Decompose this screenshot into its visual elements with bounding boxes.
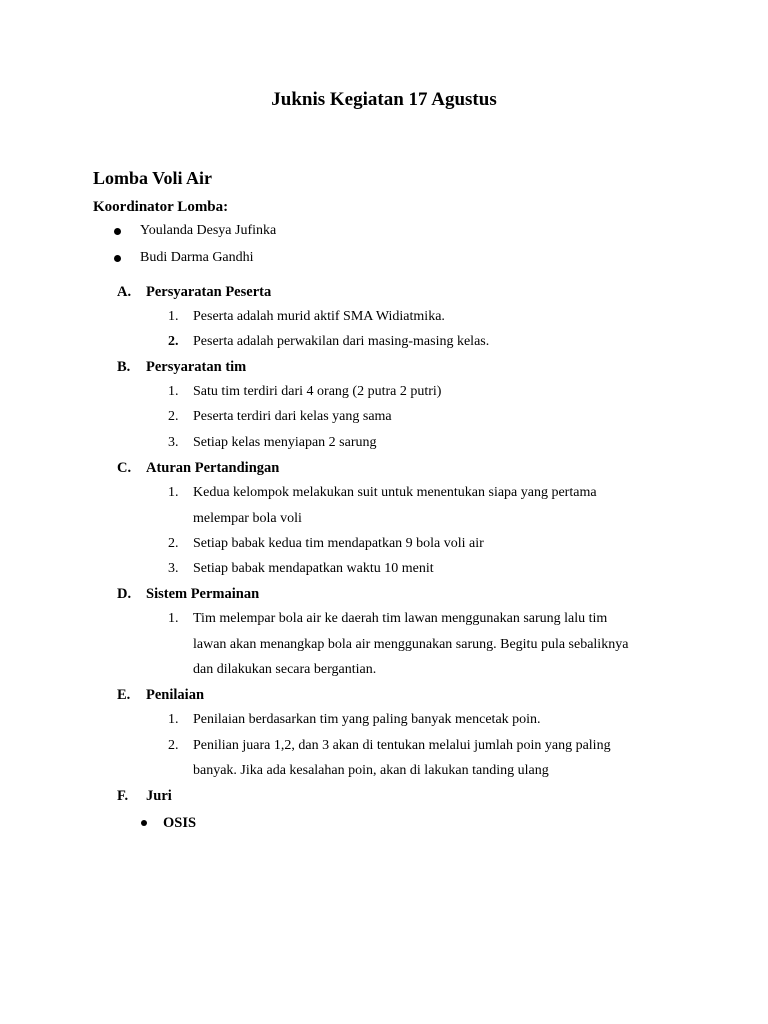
item-text-continuation: banyak. Jika ada kesalahan poin, akan di lakukan tanding ulang <box>193 763 549 778</box>
section-heading: Juri <box>146 788 172 804</box>
section-letter: A. <box>117 284 132 300</box>
coordinator-label: Koordinator Lomba: <box>93 199 229 215</box>
item-number: 2. <box>168 536 179 551</box>
item-text: Peserta adalah perwakilan dari masing-masing kelas. <box>193 334 490 349</box>
item-number: 1. <box>168 611 179 626</box>
section-heading: Persyaratan Peserta <box>146 284 272 300</box>
item-number: 2. <box>168 334 179 349</box>
item-text: Setiap kelas menyiapan 2 sarung <box>193 435 377 450</box>
bullet-icon <box>141 820 147 826</box>
item-number: 2. <box>168 409 179 424</box>
item-text: Peserta terdiri dari kelas yang sama <box>193 409 392 424</box>
section-letter: E. <box>117 687 131 703</box>
item-text: Setiap babak kedua tim mendapatkan 9 bola voli air <box>193 536 484 551</box>
item-number: 1. <box>168 309 179 324</box>
item-text: Peserta adalah murid aktif SMA Widiatmika. <box>193 309 445 324</box>
juri-member: OSIS <box>163 815 197 831</box>
item-text: Setiap babak mendapatkan waktu 10 menit <box>193 561 434 576</box>
section-heading: Persyaratan tim <box>146 359 247 375</box>
item-text: Kedua kelompok melakukan suit untuk menentukan siapa yang pertama <box>193 485 597 500</box>
bullet-icon <box>114 228 121 235</box>
bullet-icon <box>114 255 121 262</box>
section-title: Lomba Voli Air <box>93 168 213 188</box>
section-heading: Penilaian <box>146 687 205 703</box>
item-text: Penilian juara 1,2, dan 3 akan di tentukan melalui jumlah poin yang paling <box>193 738 611 753</box>
item-text-continuation: melempar bola voli <box>193 511 302 526</box>
item-text-continuation: dan dilakukan secara bergantian. <box>193 662 377 677</box>
document-title: Juknis Kegiatan 17 Agustus <box>271 89 497 110</box>
item-text-continuation: lawan akan menangkap bola air menggunakan sarung. Begitu pula sebaliknya <box>193 637 629 652</box>
item-text: Satu tim terdiri dari 4 orang (2 putra 2 putri) <box>193 384 442 399</box>
section-letter: B. <box>117 359 131 375</box>
item-number: 1. <box>168 384 179 399</box>
section-heading: Sistem Permainan <box>146 586 260 602</box>
item-number: 3. <box>168 561 179 576</box>
coordinator-name: Youlanda Desya Jufinka <box>140 223 277 238</box>
section-letter: D. <box>117 586 132 602</box>
section-letter: C. <box>117 460 132 476</box>
section-heading: Aturan Pertandingan <box>146 460 280 476</box>
item-number: 1. <box>168 485 179 500</box>
item-text: Tim melempar bola air ke daerah tim lawan menggunakan sarung lalu tim <box>193 611 608 626</box>
section-letter: F. <box>117 788 129 804</box>
item-number: 2. <box>168 738 179 753</box>
item-number: 3. <box>168 435 179 450</box>
item-number: 1. <box>168 712 179 727</box>
coordinator-name: Budi Darma Gandhi <box>140 250 254 265</box>
item-text: Penilaian berdasarkan tim yang paling banyak mencetak poin. <box>193 712 541 727</box>
